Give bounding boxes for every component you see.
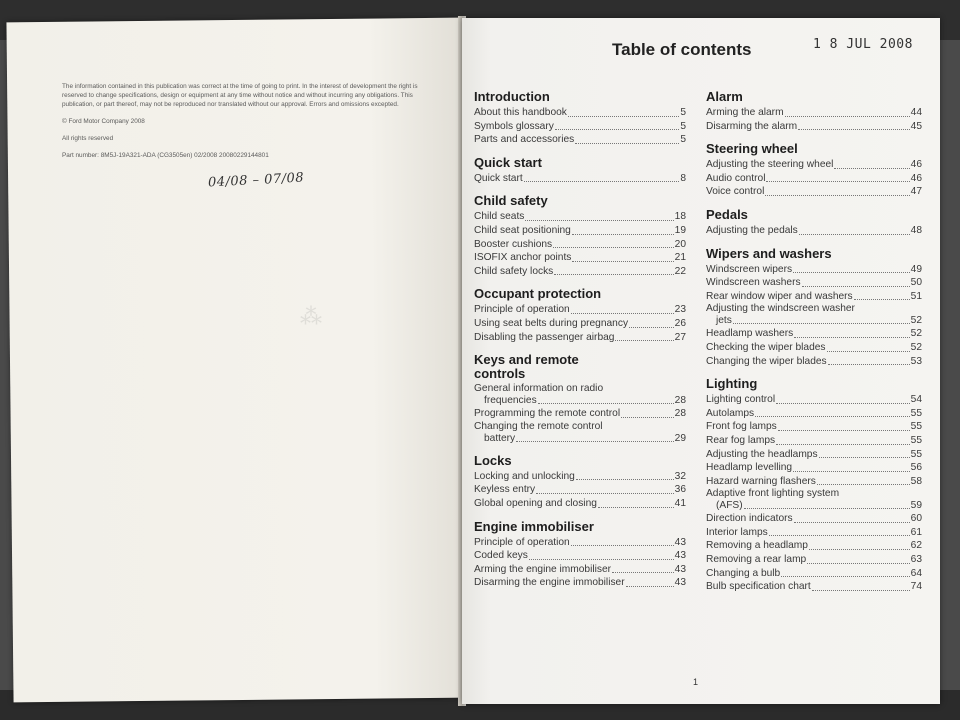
toc-entry-removing-a-headlamp [706,539,922,553]
toc-entry-using-seat-belts-during-pregnancy [474,317,686,331]
toc-entry-page: 48 [910,224,922,236]
toc-entry-title: Checking the wiper blades [706,341,826,353]
toc-entry-page: 43 [674,577,686,589]
toc-entry-page: 29 [674,432,686,444]
leader-dots [621,417,674,418]
toc-section-keys-and-remote-controls [474,353,686,445]
toc-entry-autolamps [706,407,922,421]
leader-dots [854,299,910,300]
toc-entry-page: 61 [910,526,922,538]
section-heading: Occupant protection [474,286,602,302]
leader-dots [807,563,909,564]
toc-entry-child-seats [474,210,686,224]
toc-entry-title-cont: jets [716,315,732,327]
toc-entry-general-information-on-radio-frequencies [474,383,686,407]
leader-dots [525,220,673,221]
toc-section-alarm [706,90,922,133]
leader-dots [554,274,673,275]
toc-entry-arming-the-alarm [706,106,922,120]
leader-dots [555,129,679,130]
toc-entry-page: 45 [910,120,922,132]
section-heading: Engine immobiliser [474,518,594,534]
toc-entry-title: Rear window wiper and washers [706,290,853,302]
leader-dots [571,545,674,546]
toc-entry-windscreen-washers [706,276,922,290]
toc-entry-page: 36 [674,484,686,496]
toc-entry-page: 8 [680,172,686,184]
toc-entry-title: About this handbook [474,107,567,118]
toc-entry-page: 54 [910,394,922,406]
toc-entry-title: Using seat belts during pregnancy [474,317,629,329]
leader-dots [733,323,910,324]
leader-dots [802,286,910,287]
leader-dots [629,327,674,328]
toc-entry-title: Child seat positioning [474,224,571,236]
toc-entry-page: 20 [674,238,686,250]
toc-entry-title: Programming the remote control [474,408,621,420]
toc-entry-title: Disarming the engine immobiliser [474,577,625,589]
leader-dots [827,351,910,352]
toc-entry-title: Locking and unlocking [474,470,575,482]
toc-entry-title: Child seats [474,211,525,223]
toc-entry-title: Global opening and closing [474,497,597,509]
toc-section-introduction [474,90,686,147]
toc-entry-title-cont: battery [484,432,516,444]
toc-entry-title: Booster cushions [474,238,553,250]
toc-entry-page: 21 [674,252,686,264]
toc-entry-booster-cushions [474,238,686,252]
leader-dots [553,247,674,248]
toc-entry-page: 49 [910,263,922,275]
toc-entry-page: 53 [910,355,922,367]
toc-entry-title: Windscreen wipers [706,263,793,275]
toc-entry-page: 59 [910,500,922,512]
toc-entry-voice-control [706,185,922,199]
toc-entry-parts-and-accessories [474,133,686,147]
toc-entry-title: Disarming the alarm [706,120,798,132]
toc-entry-page: 5 [680,134,686,146]
toc-entry-adjusting-the-headlamps [706,448,922,462]
toc-entry-symbols-glossary [474,120,686,134]
toc-entry-title: Autolamps [706,407,755,419]
toc-entry-page: 5 [680,107,686,118]
leader-dots [798,129,910,130]
leader-dots [812,590,910,591]
show-through-marks: ⁂ [300,305,328,330]
section-heading: Alarm [706,89,743,104]
toc-entry-adaptive-front-lighting-system-afs [706,488,922,512]
toc-entry-lighting-control [706,393,922,407]
toc-entry-direction-indicators [706,512,922,526]
section-heading: Introduction [474,89,550,104]
toc-entry-title: Quick start [474,172,523,184]
toc-entry-title: Changing the remote control [474,420,603,432]
toc-entry-interior-lamps [706,526,922,540]
toc-section-locks [474,454,686,511]
leader-dots [766,181,909,182]
section-heading: Keys and remote controls [474,352,579,382]
toc-entry-checking-the-wiper-blades [706,341,922,355]
toc-entry-title: General information on radio [474,383,604,395]
toc-right-column [706,90,922,603]
leader-dots [793,272,910,273]
toc-entry-removing-a-rear-lamp [706,553,922,567]
toc-entry-title: Adjusting the pedals [706,224,798,236]
toc-entry-child-seat-positioning [474,224,686,238]
toc-entry-title: Headlamp levelling [706,462,793,474]
leader-dots [524,181,680,182]
toc-entry-title: Principle of operation [474,304,570,316]
toc-entry-page: 46 [910,172,922,184]
leader-dots [572,234,674,235]
toc-entry-principle-of-operation [474,303,686,317]
toc-entry-page: 56 [910,462,922,474]
toc-entry-page: 55 [910,407,922,419]
leader-dots [538,403,674,404]
leader-dots [744,508,910,509]
toc-entry-title-cont: (AFS) [716,500,743,512]
toc-entry-page: 18 [674,211,686,223]
leader-dots [819,457,910,458]
toc-entry-title: Bulb specification chart [706,581,811,593]
toc-entry-page: 23 [674,304,686,316]
toc-entry-page: 46 [910,159,922,171]
toc-entry-disarming-the-alarm [706,120,922,134]
toc-entry-windscreen-wipers [706,263,922,277]
toc-entry-disabling-the-passenger-airbag [474,331,686,345]
section-heading: Pedals [706,206,748,222]
toc-entry-adjusting-the-steering-wheel [706,158,922,172]
toc-entry-audio-control [706,172,922,186]
leader-dots [626,586,674,587]
toc-entry-title: Rear fog lamps [706,434,776,446]
toc-section-engine-immobiliser [474,520,686,590]
leader-dots [794,522,910,523]
imprint-part-number: Part number: 8M5J-19A321-ADA (CG3505en) 02/2008 20080229144801 [62,152,269,159]
toc-entry-title: Removing a rear lamp [706,554,807,566]
toc-section-pedals [706,208,922,238]
toc-entry-page: 50 [910,277,922,289]
toc-entry-title: Disabling the passenger airbag [474,331,615,343]
toc-entry-programming-the-remote-control [474,407,686,421]
toc-entry-global-opening-and-closing [474,497,686,511]
toc-entry-changing-a-bulb [706,567,922,581]
leader-dots [817,484,910,485]
toc-entry-page: 5 [680,120,686,132]
section-heading: Lighting [706,376,758,392]
leader-dots [575,143,679,144]
leader-dots [536,493,674,494]
toc-entry-title: Symbols glossary [474,120,554,132]
toc-entry-page: 32 [674,470,686,482]
toc-entry-changing-the-remote-control-battery [474,421,686,445]
leader-dots [794,337,909,338]
leader-dots [778,430,910,431]
leader-dots [568,116,679,117]
toc-entry-locking-and-unlocking [474,470,686,484]
imprint-disclaimer: The information contained in this publication was correct at the time of going to print. In the interest of development the right is reserved to change specifications, design or equipment at any time without notice and without incurring any obligations. This publication, or part thereof, may not be reproduced nor translated without our approval. Errors and omissions excepted. [62,83,418,108]
toc-entry-page: 28 [674,408,686,420]
toc-left-column [474,90,686,599]
toc-entry-title: Parts and accessories [474,134,575,146]
toc-entry-title: Arming the alarm [706,107,784,118]
toc-entry-page: 60 [910,513,922,525]
toc-entry-front-fog-lamps [706,420,922,434]
toc-entry-page: 41 [674,497,686,509]
toc-section-lighting [706,377,922,594]
toc-entry-page: 19 [674,224,686,236]
toc-entry-child-safety-locks [474,265,686,279]
toc-entry-title: Audio control [706,172,766,184]
section-heading: Locks [474,452,512,468]
toc-entry-principle-of-operation [474,536,686,550]
toc-entry-headlamp-washers [706,327,922,341]
leader-dots [785,116,910,117]
toc-entry-keyless-entry [474,483,686,497]
toc-entry-title: Direction indicators [706,513,793,525]
toc-entry-title: Principle of operation [474,536,570,548]
toc-entry-page: 43 [674,536,686,548]
toc-entry-title: Changing the wiper blades [706,355,827,367]
imprint-copyright: © Ford Motor Company 2008 [62,118,145,125]
toc-entry-headlamp-levelling [706,461,922,475]
toc-entry-page: 44 [910,107,922,118]
toc-entry-page: 52 [910,341,922,353]
toc-entry-title: Arming the engine immobiliser [474,563,612,575]
leader-dots [755,416,910,417]
toc-entry-page: 28 [674,395,686,407]
toc-entry-title-cont: frequencies [484,395,537,407]
toc-entry-title: Keyless entry [474,484,536,496]
toc-entry-changing-the-wiper-blades [706,355,922,369]
toc-entry-title: Front fog lamps [706,421,777,433]
toc-entry-coded-keys [474,549,686,563]
toc-entry-adjusting-the-windscreen-washer-jets [706,303,922,327]
toc-entry-title: Lighting control [706,394,776,406]
page-number: 1 [693,677,699,687]
toc-section-child-safety [474,194,686,278]
toc-entry-title: Voice control [706,186,765,198]
toc-entry-bulb-specification-chart [706,580,922,594]
toc-entry-page: 63 [910,554,922,566]
toc-entry-page: 74 [910,581,922,593]
section-heading: Wipers and washers [706,245,832,261]
toc-entry-title: Hazard warning flashers [706,475,816,487]
leader-dots [781,576,909,577]
leader-dots [769,535,910,536]
leader-dots [809,549,910,550]
toc-entry-title: Adjusting the headlamps [706,448,818,460]
section-heading: Quick start [474,154,542,170]
toc-entry-page: 51 [910,290,922,302]
toc-entry-page: 47 [910,186,922,198]
toc-entry-page: 52 [910,315,922,327]
toc-section-wipers-and-washers [706,247,922,369]
toc-entry-page: 43 [674,550,686,562]
toc-entry-page: 55 [910,448,922,460]
toc-entry-title: Coded keys [474,550,528,562]
toc-entry-title: Child safety locks [474,265,554,277]
toc-entry-page: 62 [910,540,922,552]
section-heading: Child safety [474,193,548,209]
toc-entry-title: Adjusting the windscreen washer [706,303,855,315]
toc-entry-hazard-warning-flashers [706,475,922,489]
leader-dots [615,340,673,341]
toc-entry-page: 43 [674,563,686,575]
toc-entry-isofix-anchor-points [474,251,686,265]
leader-dots [572,261,673,262]
leader-dots [529,559,674,560]
leader-dots [576,479,674,480]
toc-entry-page: 55 [910,434,922,446]
leader-dots [793,471,910,472]
page-title: Table of contents [612,40,752,59]
toc-entry-adjusting-the-pedals [706,224,922,238]
leader-dots [765,195,909,196]
leader-dots [612,572,674,573]
toc-entry-about-this-handbook [474,106,686,120]
handwritten-note: 04/08 – 07/08 [207,170,305,191]
leader-dots [828,364,910,365]
leader-dots [834,168,909,169]
toc-entry-title: Adjusting the steering wheel [706,159,834,171]
imprint-rights: All rights reserved [62,135,114,142]
section-heading: Steering wheel [706,141,798,157]
toc-entry-title: Windscreen washers [706,277,801,289]
toc-entry-page: 52 [910,328,922,340]
toc-section-steering-wheel [706,142,922,199]
toc-entry-page: 26 [674,317,686,329]
toc-section-occupant-protection [474,287,686,344]
leader-dots [776,403,910,404]
imprint-block [62,82,432,168]
toc-entry-title: Adaptive front lighting system [706,488,840,500]
leader-dots [799,234,910,235]
toc-entry-title: Headlamp washers [706,328,794,340]
date-stamp: 1 8 JUL 2008 [813,37,913,52]
toc-entry-title: Removing a headlamp [706,540,808,552]
toc-entry-rear-fog-lamps [706,434,922,448]
leader-dots [598,507,674,508]
leader-dots [571,313,674,314]
toc-entry-arming-the-engine-immobiliser [474,563,686,577]
toc-entry-title: Changing a bulb [706,567,781,579]
toc-entry-page: 27 [674,331,686,343]
toc-entry-title: ISOFIX anchor points [474,252,572,264]
toc-section-quick-start [474,156,686,186]
toc-entry-quick-start [474,172,686,186]
toc-entry-page: 55 [910,421,922,433]
toc-entry-title: Interior lamps [706,526,768,538]
toc-entry-page: 64 [910,567,922,579]
leader-dots [516,441,674,442]
leader-dots [776,444,910,445]
toc-entry-disarming-the-engine-immobiliser [474,576,686,590]
toc-entry-page: 22 [674,265,686,277]
toc-entry-rear-window-wiper-and-washers [706,290,922,304]
toc-entry-page: 58 [910,475,922,487]
